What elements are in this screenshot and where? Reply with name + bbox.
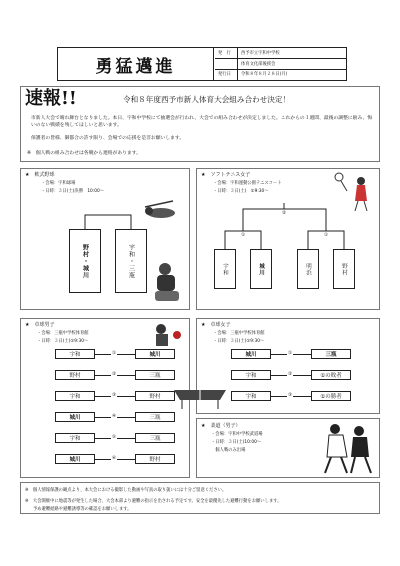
tt-boys-match-number: ② bbox=[112, 372, 117, 377]
tt-boys-match-number: ④ bbox=[112, 414, 117, 419]
tt-boys-match-number: ⑤ bbox=[112, 435, 117, 440]
tt-girls-match-number: ② bbox=[288, 372, 293, 377]
masthead bbox=[57, 47, 347, 81]
tennis-team-1: 宇和 bbox=[214, 249, 236, 289]
baseball-date: ・日時：３日(土)決勝 10:00～ bbox=[41, 189, 105, 194]
tt-boys-team-right: 城川 bbox=[135, 349, 175, 359]
tennis-match-left: ① bbox=[241, 233, 246, 238]
tennis-date: ・日時：３日(土) ①9:30～ bbox=[213, 189, 269, 194]
baseball-section bbox=[20, 168, 190, 310]
tt-girls-team-right: 三瓶 bbox=[311, 349, 351, 359]
tt-boys-team-left: 城川 bbox=[55, 412, 95, 422]
tt-girls-title: ★ 卓球女子 bbox=[201, 322, 231, 328]
batter-illustration bbox=[139, 199, 179, 229]
baseball-title: ★ 軟式野球 bbox=[25, 172, 55, 178]
tt-boys-match-number: ⑥ bbox=[112, 456, 117, 461]
tennis-player-illustration bbox=[331, 171, 377, 213]
tennis-match-final: ② bbox=[282, 211, 287, 216]
tennis-venue: ・会場：宇和運動公園テニスコート bbox=[213, 181, 282, 186]
headline-section bbox=[20, 86, 380, 162]
tt-girls-match-number: ③ bbox=[288, 393, 293, 398]
tt-boys-team-right: 三瓶 bbox=[135, 370, 175, 380]
baseball-venue: ・会場：宇和球場 bbox=[41, 181, 76, 186]
masthead-title: 勇猛邁進 bbox=[95, 56, 176, 77]
tt-girls-venue: ・会場：三瓶中学校体育館 bbox=[213, 331, 265, 336]
issuer-dept: 体育文化部後援会 bbox=[241, 62, 276, 67]
issue-date: 令和８年８月２８日(月) bbox=[241, 72, 288, 77]
judo-illustration bbox=[317, 421, 377, 477]
footer-note-3: 予め避難経路や避難誘導等の確認をお願いします。 bbox=[33, 507, 132, 512]
tennis-team-3: 明浜 bbox=[297, 249, 319, 289]
tennis-section bbox=[196, 168, 380, 310]
tt-boys-match-number: ③ bbox=[112, 393, 117, 398]
tt-boys-team-left: 城川 bbox=[55, 454, 95, 464]
tt-boys-team-right: 三瓶 bbox=[135, 433, 175, 443]
tt-boys-match-number: ① bbox=[112, 351, 117, 356]
date-label: 発行日 bbox=[218, 72, 231, 77]
tt-boys-title: ★ 卓球男子 bbox=[25, 322, 55, 328]
tt-boys-team-right: 野村 bbox=[135, 454, 175, 464]
tt-girls-team-right: ①の敗者 bbox=[311, 370, 351, 380]
masthead-title-cell bbox=[58, 48, 214, 80]
tt-boys-illustration bbox=[151, 321, 191, 355]
tennis-team-2: 城川 bbox=[250, 249, 272, 289]
footer-note-2: ※ 大会開催中に地震等が発生した場合、大会本部より避難の指示を出される予定です。安全を最優先した避難行動をお願いします。 bbox=[25, 499, 282, 504]
issuer: 西予市立宇和中学校 bbox=[241, 51, 280, 56]
judo-date: ・日時：３日(土)10:00～ bbox=[211, 440, 262, 445]
headline-sub: 令和８年度西予市新人体育大会組み合わせ決定！ bbox=[123, 95, 291, 104]
intro-note: ※ 個人戦の組み合わせは各競から連絡があります。 bbox=[27, 151, 141, 156]
footer-note-1: ※ 個人情報保護の観点より、本大会における撮影した動画や写真の取り扱いには十分ご留意ください。 bbox=[25, 488, 227, 493]
tt-girls-team-left: 城川 bbox=[231, 349, 271, 359]
tennis-team-4: 野村 bbox=[333, 249, 355, 289]
tt-boys-team-right: 野村 bbox=[135, 391, 175, 401]
catcher-illustration bbox=[149, 261, 185, 305]
judo-extra: 個人戦のみ出場 bbox=[211, 448, 246, 453]
tt-girls-match-number: ① bbox=[288, 351, 293, 356]
tt-boys-team-left: 野村 bbox=[55, 370, 95, 380]
tt-boys-team-left: 宇和 bbox=[55, 349, 95, 359]
judo-title: ★ 柔道（男子） bbox=[201, 423, 241, 429]
judo-venue: ・会場：宇和中学校武道場 bbox=[211, 432, 263, 437]
tabletennis-table-illustration bbox=[170, 380, 230, 410]
baseball-team-right: 宇和・三瓶 bbox=[115, 229, 147, 293]
tt-boys-section bbox=[20, 318, 190, 478]
tt-boys-date: ・日時：３日(土)①9:30～ bbox=[37, 339, 89, 344]
headline-big: 速報!! bbox=[25, 88, 77, 109]
intro-paragraph: 市新人大会で晴れ舞台となりました。本日、宇和中学校にて抽選会が行われ、大会での組み合わせが決定しました。これからの１週間、最後の調整に励み、悔いのない戦績を残してほしいと思います。 bbox=[31, 116, 373, 128]
tennis-title: ★ ソフトテニス女子 bbox=[201, 172, 251, 178]
tt-girls-date: ・日時：３日(土)①9:30～ bbox=[213, 339, 265, 344]
tt-boys-team-left: 宇和 bbox=[55, 391, 95, 401]
issuer-label: 発 行 bbox=[218, 51, 231, 56]
tennis-match-right: ① bbox=[324, 233, 329, 238]
footer-notes bbox=[20, 482, 380, 514]
baseball-team-left: 野村・城川 bbox=[69, 229, 101, 293]
tt-boys-team-right: 三瓶 bbox=[135, 412, 175, 422]
judo-section bbox=[196, 418, 380, 478]
tt-boys-venue: ・会場：三瓶中学校体育館 bbox=[37, 331, 89, 336]
tt-girls-team-right: ①の勝者 bbox=[311, 391, 351, 401]
intro-request: 保護者の皆様、御都合の許す限り、会場での応援を是非お願いします。 bbox=[31, 136, 185, 141]
tt-boys-team-left: 宇和 bbox=[55, 433, 95, 443]
tt-girls-team-left: 宇和 bbox=[231, 370, 271, 380]
tt-girls-team-left: 宇和 bbox=[231, 391, 271, 401]
